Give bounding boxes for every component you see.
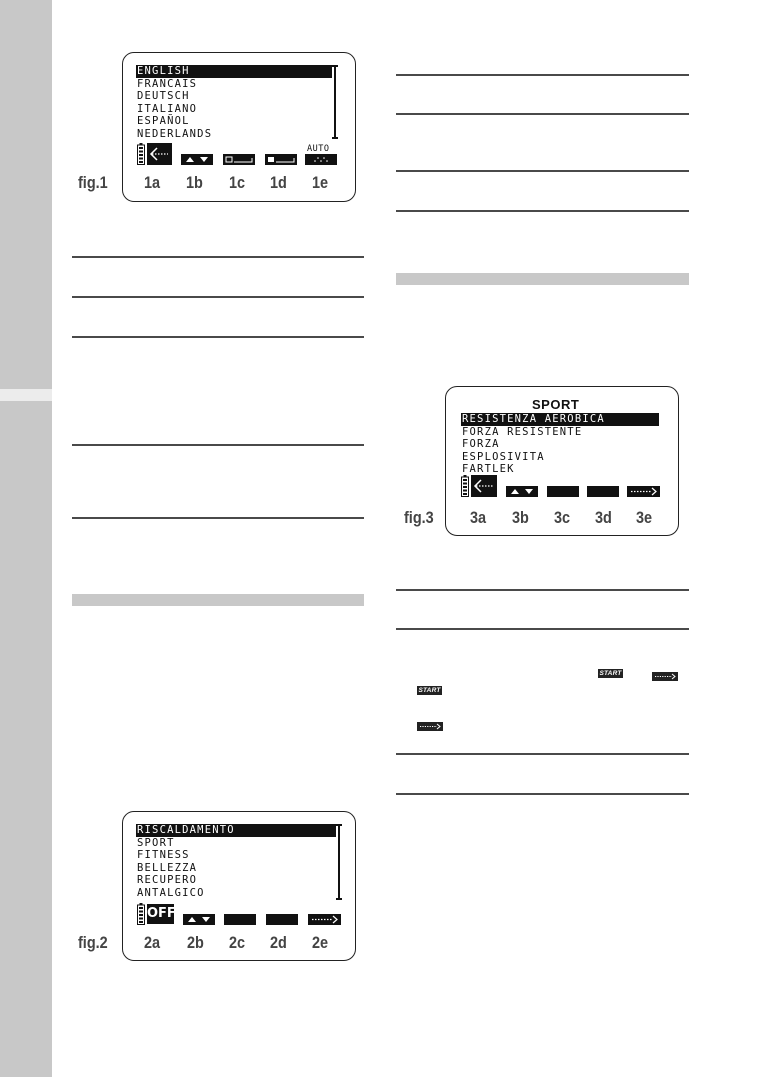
fig3-key-label: 3e [636, 508, 653, 527]
fig1-key-label: 1c [229, 173, 246, 192]
battery-icon [137, 143, 145, 165]
divider-line [396, 210, 689, 212]
fig3-key-label: 3d [595, 508, 612, 527]
fig3-label: fig.3 [404, 508, 434, 527]
fig1-key-label: 1b [186, 173, 203, 192]
forward-arrow-chip [652, 672, 678, 681]
blank-key-3d [587, 486, 619, 497]
fig3-menu-item: FARTLEK [462, 463, 515, 475]
brightness-key [265, 154, 297, 165]
section-header-bar [396, 273, 689, 285]
divider-line [396, 753, 689, 755]
fig2-menu-item: RISCALDAMENTO [136, 824, 336, 837]
fig3-key-label: 3c [554, 508, 571, 527]
blank-key-2d [266, 914, 298, 925]
divider-line [72, 517, 364, 519]
fig1-scrollbar [334, 65, 336, 139]
section-header-bar [72, 594, 364, 606]
divider-line [396, 113, 689, 115]
fig1-label: fig.1 [78, 173, 108, 192]
divider-line [396, 74, 689, 76]
up-down-key [183, 914, 215, 925]
fig2-menu-item: SPORT [137, 836, 175, 849]
auto-key [305, 154, 337, 165]
forward-arrow-chip [417, 722, 443, 731]
fig3-key-label: 3a [470, 508, 487, 527]
fig3-screen-title: SPORT [532, 397, 580, 412]
blank-key-2c [224, 914, 256, 925]
fig2-key-label: 2a [144, 933, 161, 952]
sparkle-icon [305, 154, 337, 165]
fig2-menu-item: FITNESS [137, 849, 190, 861]
fig1-menu-item: ESPAÑOL [137, 115, 190, 127]
divider-line [72, 444, 364, 446]
up-down-arrows-icon [183, 914, 215, 925]
start-icon: START [599, 670, 622, 677]
fig1-key-label: 1a [144, 173, 161, 192]
up-down-key [181, 154, 213, 165]
up-down-arrows-icon [181, 154, 213, 165]
fig1-key-label: 1d [270, 173, 287, 192]
divider-line [396, 628, 689, 630]
fig3-menu-item: FORZA [462, 438, 500, 450]
fig1-menu-item: NEDERLANDS [137, 127, 213, 140]
fig1-menu-item: ITALIANO [137, 102, 198, 115]
side-margin-tab [0, 389, 52, 401]
divider-line [396, 589, 689, 591]
battery-icon [137, 903, 145, 925]
start-icon: START [418, 687, 441, 694]
fig2-key-label: 2c [229, 933, 246, 952]
fig3-menu-item: ESPLOSIVITA [462, 450, 545, 463]
back-arrow-icon [147, 143, 172, 165]
battery-icon [461, 475, 469, 497]
off-key [147, 904, 174, 924]
fig1-menu-list [136, 65, 332, 140]
forward-arrow-icon [652, 672, 678, 681]
up-down-arrows-icon [506, 486, 538, 497]
forward-arrow-icon [627, 486, 660, 497]
off-key-label: OFF [147, 906, 176, 921]
divider-line [72, 256, 364, 258]
fig2-label: fig.2 [78, 933, 108, 952]
forward-arrow-icon [308, 914, 341, 925]
fig1-key-label: 1e [312, 173, 329, 192]
side-margin-bar [0, 0, 52, 1077]
fig2-key-label: 2b [187, 933, 204, 952]
back-arrow-key [147, 143, 172, 165]
fig2-menu-item: BELLEZZA [137, 861, 198, 874]
fig3-menu-item: RESISTENZA AEROBICA [461, 413, 659, 426]
fig2-key-label: 2d [270, 933, 287, 952]
fig2-key-label: 2e [312, 933, 329, 952]
back-arrow-icon [471, 475, 497, 497]
fig2-menu-list [136, 824, 336, 899]
contrast-key [223, 154, 255, 165]
forward-key [627, 486, 660, 497]
forward-key [308, 914, 341, 925]
blank-key-3c [547, 486, 579, 497]
brightness-icon [265, 154, 297, 165]
forward-arrow-icon [417, 722, 443, 731]
fig2-menu-item: RECUPERO [137, 874, 198, 886]
auto-label: AUTO [307, 144, 330, 154]
fig1-menu-item: DEUTSCH [137, 90, 190, 102]
fig3-menu-list [461, 413, 659, 476]
contrast-icon [223, 154, 255, 165]
divider-line [72, 296, 364, 298]
divider-line [396, 170, 689, 172]
fig3-menu-item: FORZA RESISTENTE [462, 425, 583, 438]
divider-line [396, 793, 689, 795]
fig1-menu-item: FRANCAIS [137, 77, 198, 90]
fig3-key-label: 3b [512, 508, 529, 527]
up-down-key [506, 486, 538, 497]
divider-line [72, 336, 364, 338]
back-arrow-key [471, 475, 497, 497]
fig1-menu-item: ENGLISH [136, 65, 332, 78]
fig2-menu-item: ANTALGICO [137, 886, 205, 899]
fig2-scrollbar [338, 824, 340, 900]
